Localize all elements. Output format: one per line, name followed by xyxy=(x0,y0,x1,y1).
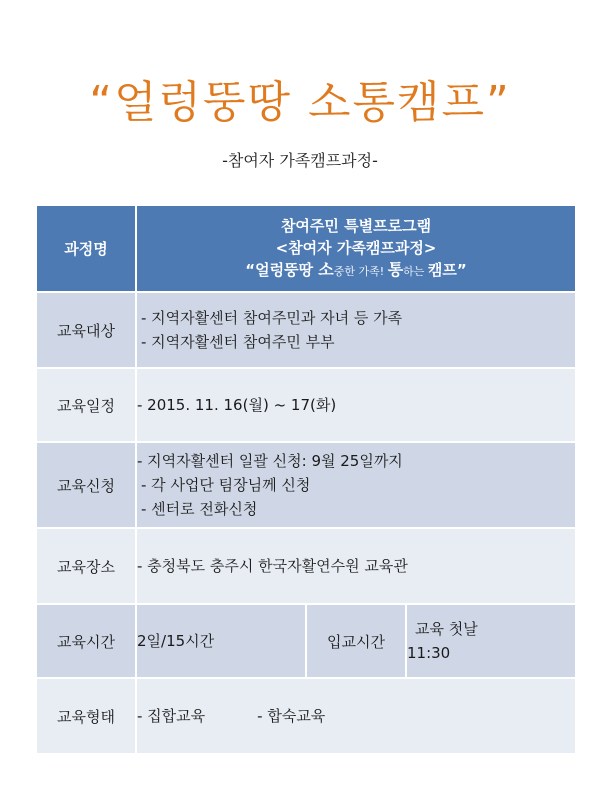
checkin-label: 입교시간 xyxy=(306,604,406,678)
target-line: - 지역자활센터 참여주민 부부 xyxy=(141,333,335,351)
table-row-apply xyxy=(36,442,576,528)
format-label: 교육형태 xyxy=(36,678,136,754)
header-row xyxy=(36,205,576,292)
page-subtitle: -참여자 가족캠프과정- xyxy=(222,151,378,170)
checkin-line2: 11:30 xyxy=(407,644,451,662)
page-title: “얼렁뚱땅 소통캠프” xyxy=(89,77,511,128)
schedule-line: - 2015. 11. 16(월) ~ 17(화) xyxy=(137,396,337,414)
course-name-line2: <참여자 가족캠프과정> xyxy=(275,238,437,257)
format-item: - 합숙교육 xyxy=(257,707,326,725)
duration-value: 2일/15시간 xyxy=(136,604,306,678)
apply-value xyxy=(136,442,576,528)
table-row-place xyxy=(36,528,576,604)
checkin-line1: 교육 첫날 xyxy=(415,620,478,638)
course-name-line3-part: 캠프” xyxy=(427,260,467,279)
apply-line: - 지역자활센터 일괄 신청: 9월 25일까지 xyxy=(137,452,403,470)
place-label: 교육장소 xyxy=(36,528,136,604)
course-name-line3-part: 통 xyxy=(387,259,404,279)
course-name-line1: 참여주민 특별프로그램 xyxy=(280,216,432,235)
table-row-target xyxy=(36,292,576,368)
course-name-value xyxy=(136,205,576,292)
time-label: 교육시간 xyxy=(36,604,136,678)
table-row-format xyxy=(36,678,576,754)
target-line: - 지역자활센터 참여주민과 자녀 등 가족 xyxy=(141,309,403,327)
table-row-schedule xyxy=(36,368,576,442)
course-name-line3-part: “얼렁뚱땅 xyxy=(245,260,319,279)
course-name-line3-part: 하는 xyxy=(403,264,428,278)
course-name-label: 과정명 xyxy=(36,205,136,292)
course-name-line3-part: 소 xyxy=(318,259,334,279)
target-value xyxy=(136,292,576,368)
course-name-line3-part: 중한 가족! xyxy=(333,264,388,278)
apply-line: - 각 사업단 팀장님께 신청 xyxy=(141,476,311,494)
table-row-time xyxy=(36,604,576,678)
checkin-value xyxy=(406,604,576,678)
apply-line: - 센터로 전화신청 xyxy=(141,500,258,518)
course-name-line3 xyxy=(137,259,575,283)
schedule-label: 교육일정 xyxy=(36,368,136,442)
program-info-table xyxy=(35,204,577,755)
format-value xyxy=(136,678,576,754)
place-line: - 충청북도 충주시 한국자활연수원 교육관 xyxy=(137,557,408,575)
format-item: - 집합교육 xyxy=(137,707,206,725)
place-value xyxy=(136,528,576,604)
schedule-value xyxy=(136,368,576,442)
apply-label: 교육신청 xyxy=(36,442,136,528)
target-label: 교육대상 xyxy=(36,292,136,368)
